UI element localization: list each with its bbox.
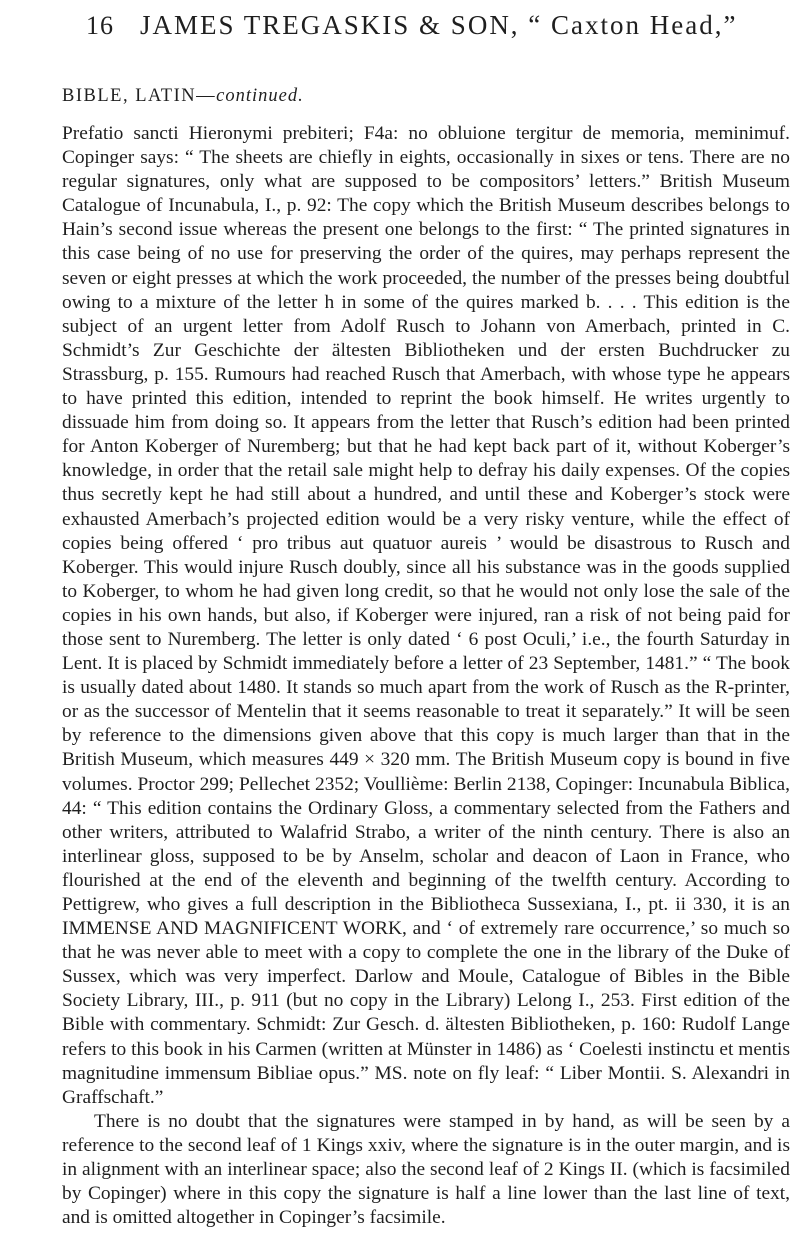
paragraph-signatures-note: There is no doubt that the signatures were stamped in by hand, as will be seen by a reference to the second leaf of 1 Kings xxiv, where the signature is in the outer margin, and is in alignment with an interlinear space; also the second leaf of 2 Kings II. (which is facsimiled by Copinger) where in this copy the signature is half a line lower than the last line of text, and is omitted altogether in Copinger’s facsimile. — [62, 1110, 790, 1229]
section-continued-label: continued. — [216, 86, 304, 106]
section-heading — [62, 86, 304, 107]
page-number: 16 — [86, 11, 114, 40]
body-text — [62, 122, 790, 1230]
section-title: BIBLE, LATIN— — [62, 86, 217, 106]
publisher-heading: JAMES TREGASKIS & SON, “ Caxton Head,” — [140, 10, 738, 40]
book-page — [62, 0, 790, 1256]
paragraph-catalogue-description: Prefatio sancti Hieronymi prebiteri; F4a: no obluione tergitur de memoria, meminimuf. Copinger says: “ The sheets are chiefly in eights, occasionally in sixes or tens. There are no regular signatures, only what are supposed to be compositors’ letters.” British Museum Catalogue of Incunabula, I., p. 92: The copy which the British Museum describes belongs to Hain’s second issue whereas the present one belongs to the first: “ The printed signatures in this case being of no use for preserving the order of the quires, may perhaps represent the seven or eight presses at which the work proceeded, the number of the presses being doubtful owing to a mixture of the letter h in some of the quires marked b. . . . This edition is the subject of an urgent letter from Adolf Rusch to Johann von Amerbach, printed in C. Schmidt’s Zur Geschichte der ältesten Bibliotheken und der ersten Buchdrucker zu Strassburg, p. 155. Rumours had reached Rusch that Amerbach, with whose type he appears to have printed this edition, intended to reprint the book himself. He writes urgently to dissuade him from doing so. It appears from the letter that Rusch’s edition had been printed for Anton Koberger of Nuremberg; but that he had kept back part of it, without Koberger’s knowledge, in order that the retail sale might help to defray his daily expenses. Of the copies thus secretly kept he had still about a hundred, and until these and Koberger’s stock were exhausted Amerbach’s projected edition would be a very risky venture, while the effect of copies being offered ‘ pro tribus aut quatuor aureis ’ would be disastrous to Rusch and Koberger. This would injure Rusch doubly, since all his substance was in the goods supplied to Koberger, to whom he had given long credit, so that he would not only lose the sale of the copies in his own hands, but also, if Koberger were injured, ran a risk of not being paid for those sent to Nuremberg. The letter is only dated ‘ 6 post Oculi,’ i.e., the fourth Saturday in Lent. It is placed by Schmidt immediately before a letter of 23 September, 1481.” “ The book is usually dated about 1480. It stands so much apart from the work of Rusch as the R-printer, or as the successor of Mentelin that it seems reasonable to treat it separately.” It will be seen by reference to the dimensions given above that this copy is much larger than that in the British Museum, which measures 449 × 320 mm. The British Museum copy is bound in five volumes. Proctor 299; Pellechet 2352; Voullième: Berlin 2138, Copinger: Incunabula Biblica, 44: “ This edition contains the Ordinary Gloss, a commentary selected from the Fathers and other writers, attributed to Walafrid Strabo, a writer of the ninth century. There is also an interlinear gloss, supposed to be by Anselm, scholar and deacon of Laon in France, who flourished at the end of the eleventh and beginning of the twelfth century. According to Pettigrew, who gives a full description in the Bibliotheca Sussexiana, I., pt. ii 330, it is an IMMENSE AND MAGNIFICENT WORK, and ‘ of extremely rare occurrence,’ so much so that he was never able to meet with a copy to complete the one in the library of the Duke of Sussex, which was very imperfect. Darlow and Moule, Catalogue of Bibles in the Bible Society Library, III., p. 911 (but no copy in the Library) Lelong I., 253. First edition of the Bible with commentary. Schmidt: Zur Gesch. d. ältesten Bibliotheken, p. 160: Rudolf Lange refers to this book in his Carmen (written at Münster in 1486) as ‘ Coelesti instinctu et mentis magnitudine immensum Bibliae opus.” MS. note on fly leaf: “ Liber Montii. S. Alexandri in Graffschaft.” — [62, 123, 790, 1108]
running-header — [62, 10, 790, 44]
